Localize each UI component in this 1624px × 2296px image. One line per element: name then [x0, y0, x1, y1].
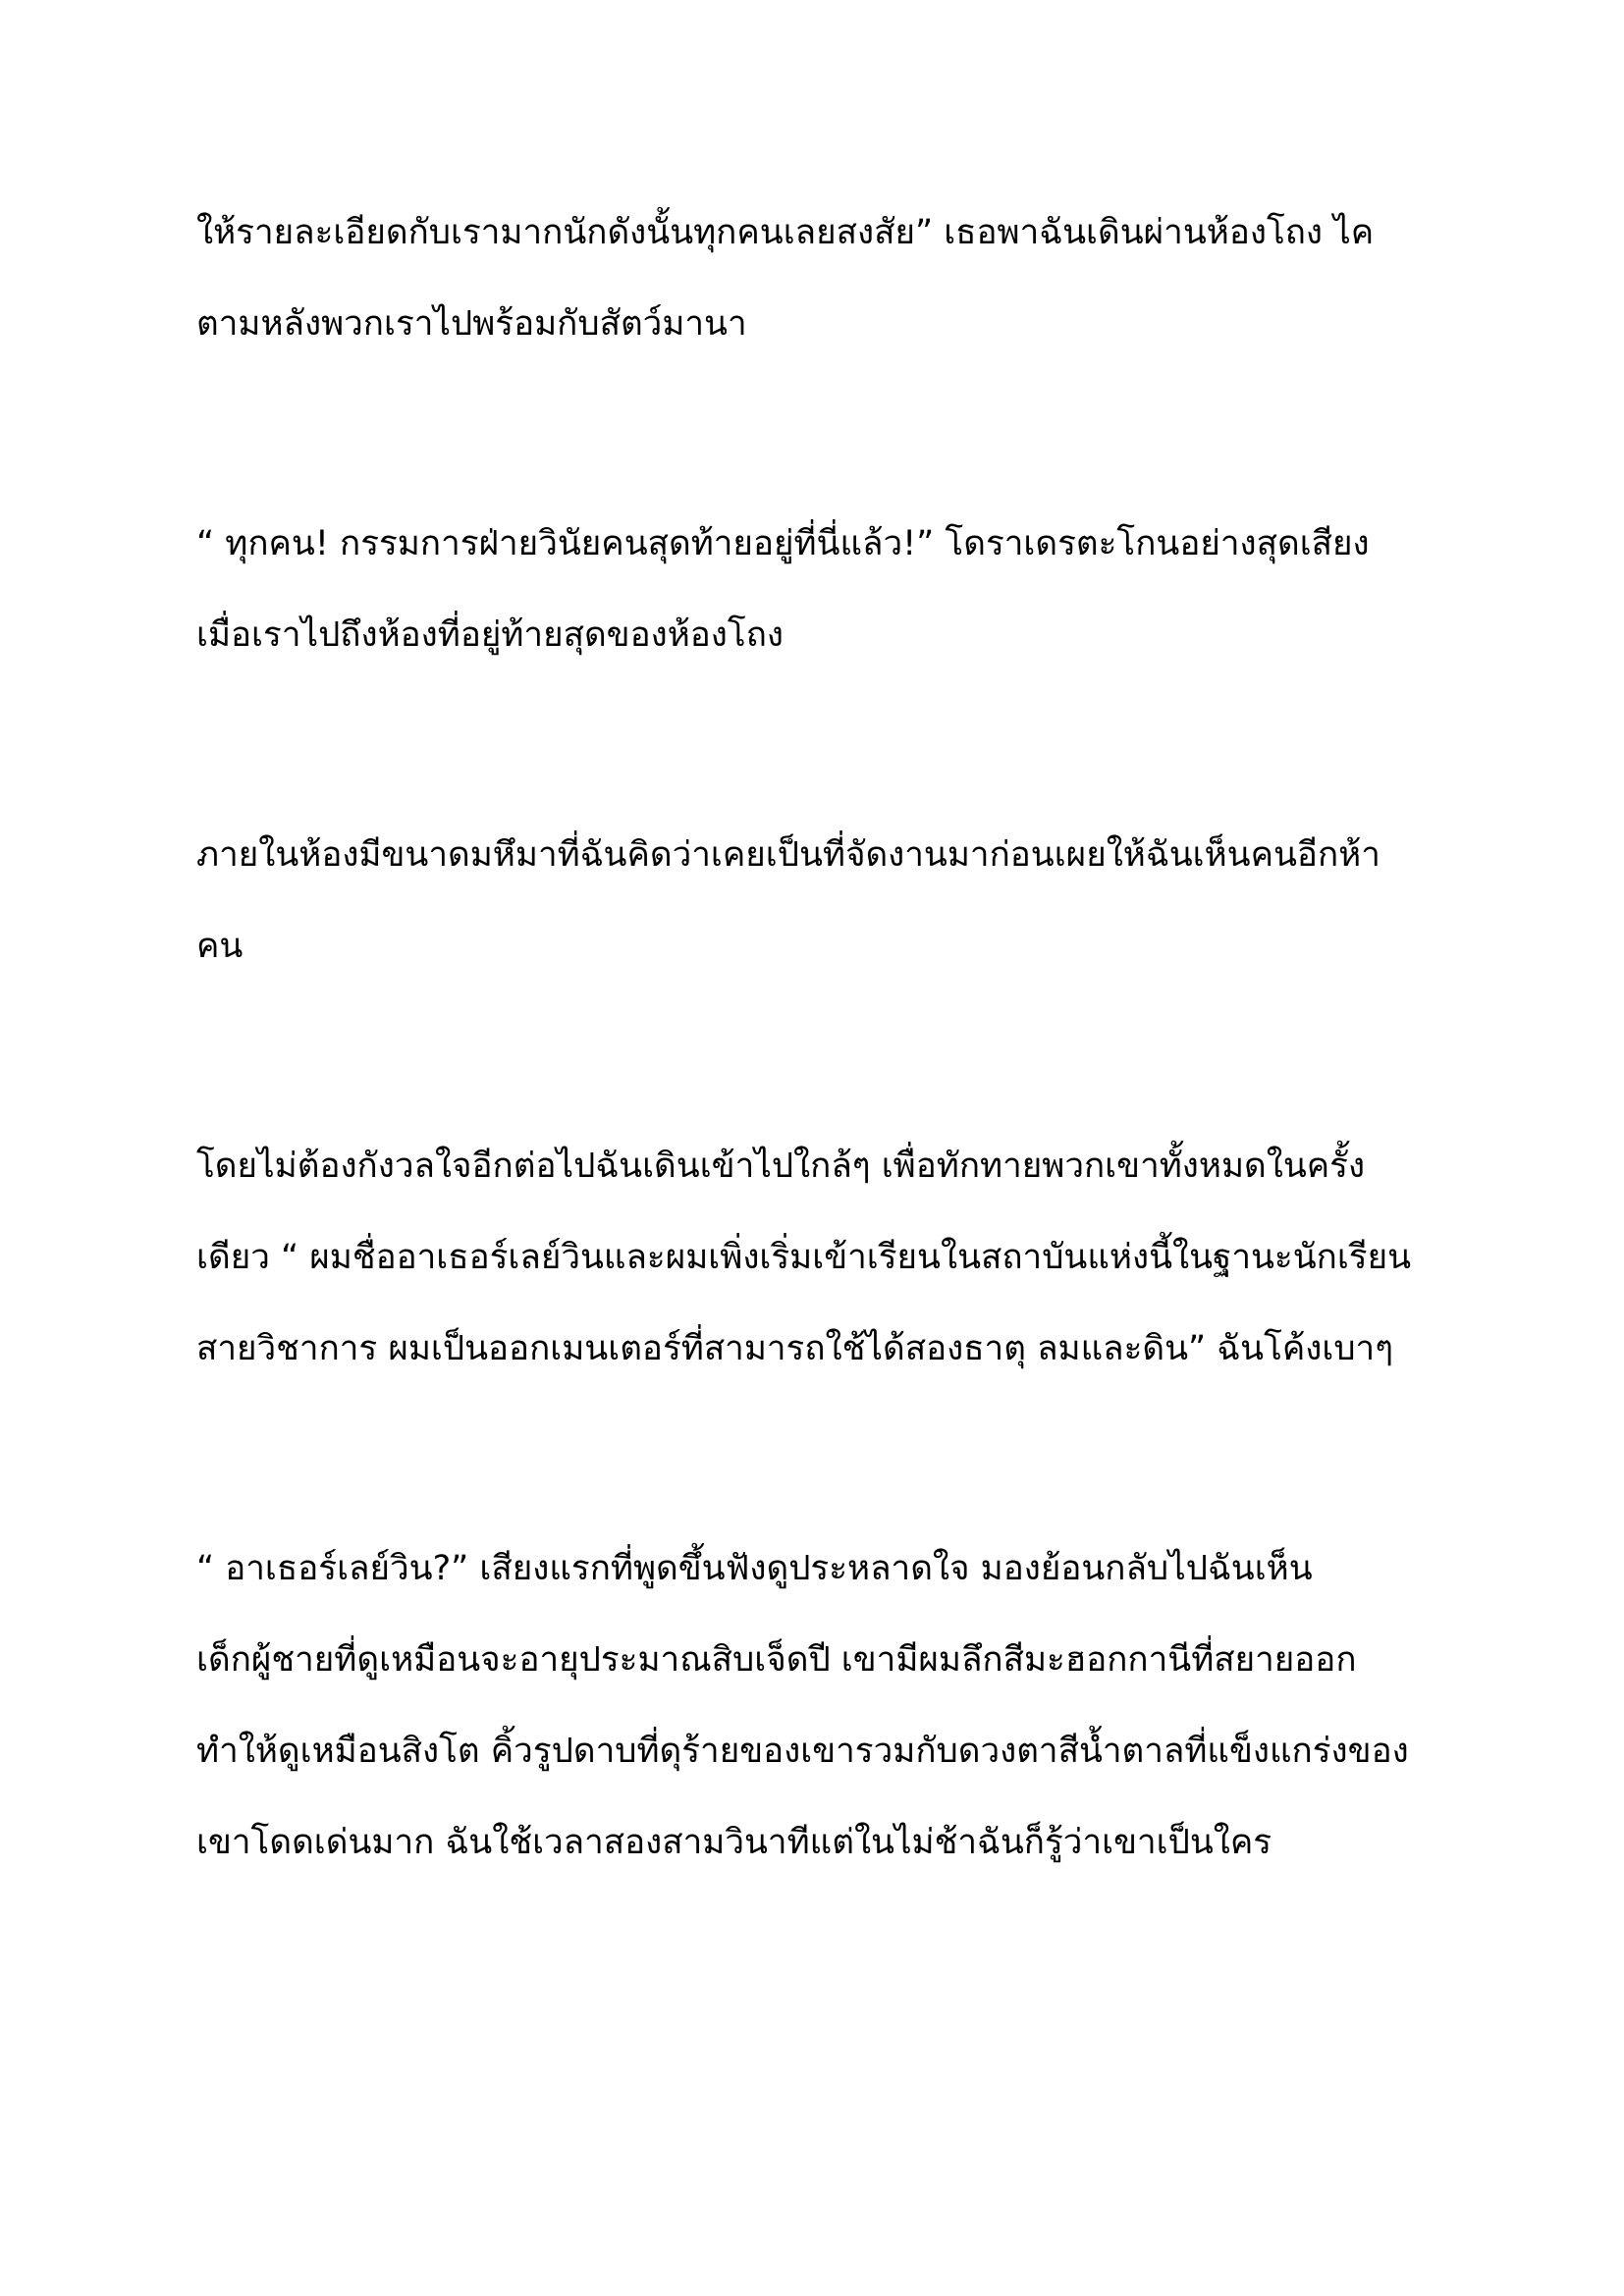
- paragraph-line: “ อาเธอร์เลย์วิน?” เสียงแรกที่พูดขึ้นฟังดูประหลาดใจ มองย้อนกลับไปฉันเห็น: [196, 1549, 1313, 1588]
- paragraph-line: คน: [196, 927, 244, 966]
- paragraph-line: เดียว “ ผมชื่ออาเธอร์เลย์วินและผมเพิ่งเริ่มเข้าเรียนในสถาบันแห่งนี้ในฐานะนักเรียน: [196, 1238, 1412, 1277]
- paragraph-line: ตามหลังพวกเราไปพร้อมกับสัตว์มานา: [196, 304, 747, 344]
- paragraph-line: “ ทุกคน! กรรมการฝ่ายวินัยคนสุดท้ายอยู่ที่นี่แล้ว!” โดราเดรตะโกนอย่างสุดเสียง: [196, 524, 1370, 563]
- paragraph-line: ภายในห้องมีขนาดมหึมาที่ฉันคิดว่าเคยเป็นที่จัดงานมาก่อนเผยให้ฉันเห็นคนอีกห้า: [196, 835, 1380, 875]
- paragraph-line: ทำให้ดูเหมือนสิงโต คิ้วรูปดาบที่ดุร้ายของเขารวมกับดวงตาสีน้ำตาลที่แข็งแกร่งของ: [196, 1732, 1409, 1771]
- paragraph-line: โดยไม่ต้องกังวลใจอีกต่อไปฉันเดินเข้าไปใกล้ๆ เพื่อทักทายพวกเขาทั้งหมดในครั้ง: [196, 1147, 1366, 1186]
- paragraph-line: สายวิชาการ ผมเป็นออกเมนเตอร์ที่สามารถใช้ได้สองธาตุ ลมและดิน” ฉันโค้งเบาๆ: [196, 1329, 1394, 1368]
- paragraph-line: ให้รายละเอียดกับเรามากนักดังนั้นทุกคนเลยสงสัย” เธอพาฉันเดินผ่านห้องโถง ไค: [196, 213, 1375, 252]
- paragraph-line: เมื่อเราไปถึงห้องที่อยู่ท้ายสุดของห้องโถง: [196, 615, 784, 655]
- paragraph-line: เด็กผู้ชายที่ดูเหมือนจะอายุประมาณสิบเจ็ดปี เขามีผมลึกสีมะฮอกกานีที่สยายออก: [196, 1640, 1357, 1680]
- paragraph-line: เขาโดดเด่นมาก ฉันใช้เวลาสองสามวินาทีแต่ในไม่ช้าฉันก็รู้ว่าเขาเป็นใคร: [196, 1823, 1272, 1862]
